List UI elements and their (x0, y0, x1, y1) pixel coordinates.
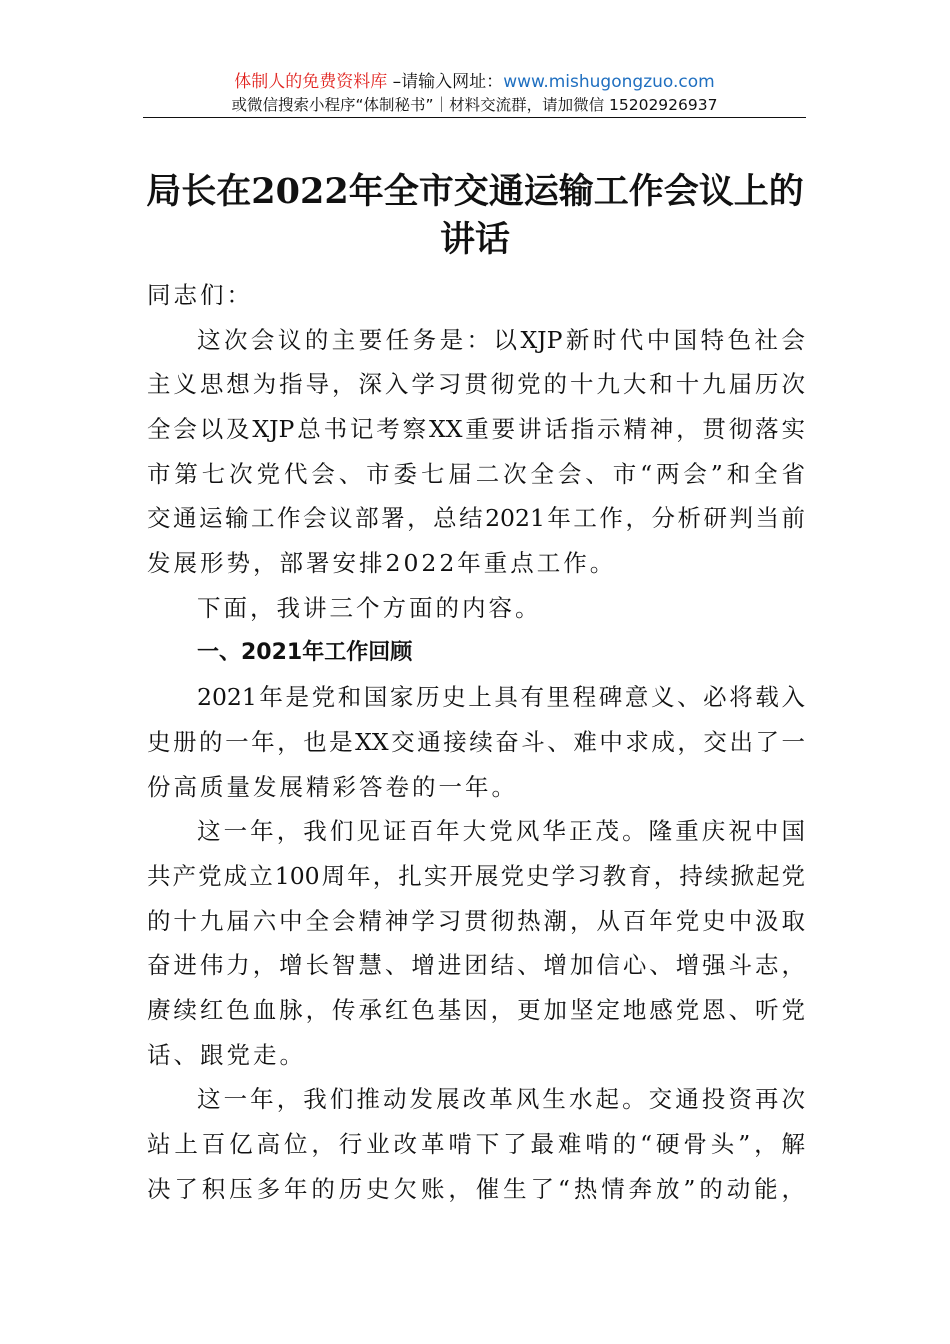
url-prompt: –请输入网址： (387, 72, 504, 92)
text-line: 全会以及XJP总书记考察XX重要讲话指示精神，贯彻落实 (147, 415, 805, 444)
text-line: 发展形势，部署安排2022年重点工作。 (147, 549, 617, 578)
text-line: 赓续红色血脉，传承红色基因，更加坚定地感党恩、听党 (147, 996, 805, 1024)
text-line: 下面，我讲三个方面的内容。 (197, 593, 542, 622)
text-line: 份高质量发展精彩答卷的一年。 (147, 772, 518, 801)
text-line: 2021年是党和国家历史上具有里程碑意义、必将载入 (197, 683, 805, 712)
website-link[interactable]: www.mishugongzuo.com (503, 72, 715, 92)
text-line: 市第七次党代会、市委七届二次全会、市“两会”和全省 (147, 459, 805, 488)
text-line: 同志们： (147, 281, 253, 309)
text-line: 决了积压多年的历史欠账，催生了“热情奔放”的动能， (147, 1174, 805, 1203)
text-line: 的十九届六中全会精神学习贯彻热潮，从百年党史中汲取 (147, 906, 805, 935)
title-line: 讲话 (439, 219, 510, 260)
text-line: 共产党成立100周年，扎实开展党史学习教育，持续掀起党 (147, 861, 805, 890)
paragraph (147, 590, 805, 635)
salutation (147, 277, 805, 322)
section-heading (147, 635, 805, 680)
text-line: 这一年，我们见证百年大党风华正茂。隆重庆祝中国 (197, 817, 805, 846)
text-line: 这一年，我们推动发展改革风生水起。交通投资再次 (197, 1085, 805, 1114)
text-line: 史册的一年，也是XX交通接续奋斗、难中求成，交出了一 (147, 727, 805, 756)
text-line: 站上百亿高位，行业改革啃下了最难啃的“硬骨头”，解 (147, 1130, 805, 1159)
text-line: 交通运输工作会议部署，总结2021年工作，分析研判当前 (147, 504, 805, 533)
paragraph (147, 679, 805, 813)
title-line: 局长在2022年全市交通运输工作会议上的 (146, 171, 804, 212)
page-header (143, 70, 806, 116)
paragraph (147, 1081, 805, 1215)
text-line: 奋进伟力，增长智慧、增进团结、增加信心、增强斗志， (147, 951, 805, 980)
header-line-2: 或微信搜索小程序“体制秘书”｜材料交流群，请加微信 15202926937 (231, 96, 718, 114)
paragraph (147, 813, 805, 1081)
text-line: 主义思想为指导，深入学习贯彻党的十九大和十九届历次 (147, 370, 805, 399)
paragraph (147, 322, 805, 590)
document-body (147, 277, 805, 1215)
header-divider (143, 117, 806, 118)
text-line: 一、2021年工作回顾 (197, 639, 413, 665)
text-line: 话、跟党走。 (147, 1040, 306, 1069)
document-title (140, 168, 810, 264)
brand-name: 体制人的免费资料库 (234, 72, 388, 92)
header-line-1 (143, 70, 806, 94)
text-line: 这次会议的主要任务是：以XJP新时代中国特色社会 (197, 325, 805, 354)
